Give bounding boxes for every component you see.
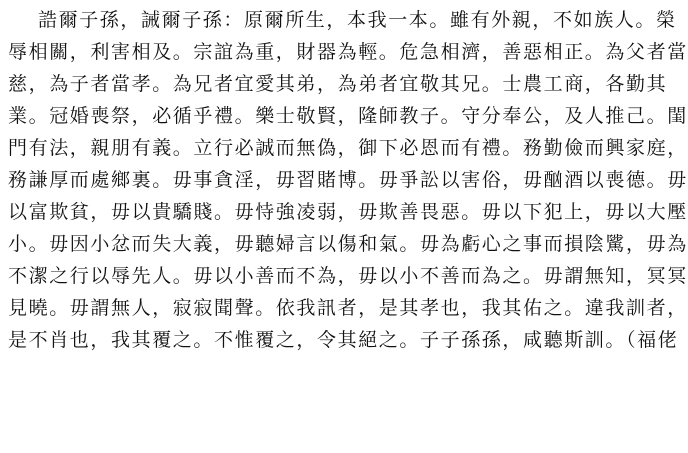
text-line-4: 業。冠婚喪祭，必循乎禮。樂士敬賢，隆師教子。守分奉公，及人推己。閨 <box>8 105 688 127</box>
text-line-1: 誥爾子孫，誡爾子孫：原爾所生，本我一本。雖有外親，不如族人。榮 <box>38 9 677 31</box>
text-line-3: 慈，為子者當孝。為兄者宜愛其弟，為弟者宜敬其兄。士農工商，各勤其 <box>8 73 668 95</box>
text-line-2: 辱相關，利害相及。宗誼為重，財器為輕。危急相濟，善惡相正。為父者當 <box>8 41 688 63</box>
text-line-12 <box>8 356 648 389</box>
text-line-11: 是不肖也，我其覆之。不惟覆之，令其絕之。子子孫孫，咸聽斯訓。（福佬 <box>8 329 679 351</box>
text-line-7: 以富欺貧，毋以貴驕賤。毋恃強凌弱，毋欺善畏惡。毋以下犯上，毋以大壓 <box>8 201 688 223</box>
text-line-14 <box>8 420 648 453</box>
text-line-10: 見曉。毋謂無人，寂寂聞聲。依我訊者，是其孝也，我其佑之。違我訓者， <box>8 297 688 319</box>
text-line-6: 務謙厚而處鄉裏。毋事貪淫，毋習賭博。毋爭訟以害俗，毋酗酒以喪德。毋 <box>8 169 688 191</box>
text-line-13 <box>8 388 648 421</box>
text-line-8: 小。毋因小忿而失大義，毋聽婦言以傷和氣。毋為虧心之事而損陰騭，毋為 <box>8 233 688 255</box>
text-line-5: 門有法，親朋有義。立行必誠而無偽，御下必恩而有禮。務勤儉而興家庭， <box>8 137 688 159</box>
text-line-9: 不潔之行以辱先人。毋以小善而不為，毋以小不善而為之。毋謂無知，冥冥 <box>8 265 688 287</box>
